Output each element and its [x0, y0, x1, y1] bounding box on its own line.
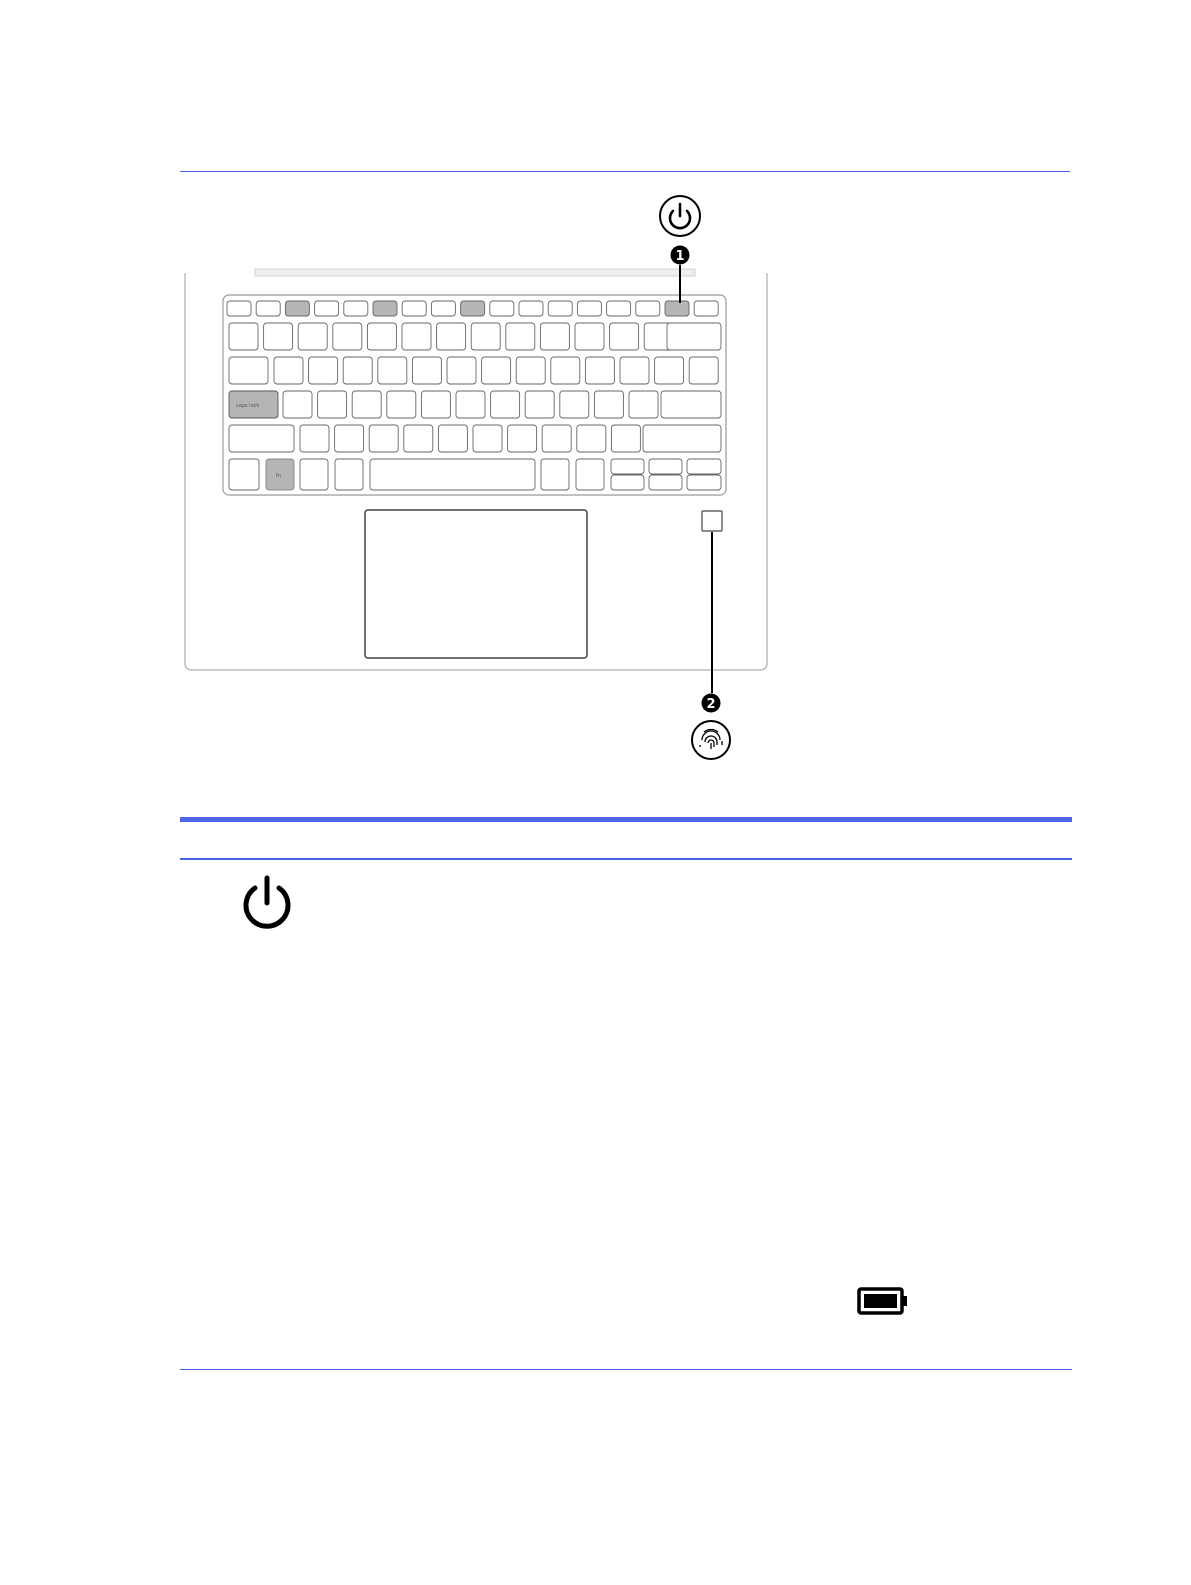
- keycap: [369, 425, 398, 452]
- keycap: [387, 391, 416, 418]
- keycap: [264, 323, 293, 350]
- touchpad: [365, 510, 587, 658]
- function-key: [519, 301, 543, 316]
- keycap: [274, 357, 303, 384]
- windows-key: [300, 459, 328, 490]
- alt-key: [335, 459, 363, 490]
- power-button-key: [665, 301, 689, 316]
- keycap: [309, 357, 338, 384]
- right-alt-key: [541, 459, 569, 490]
- backspace-key: [667, 323, 721, 350]
- keycap: [300, 425, 329, 452]
- table-battery-icon: [857, 1287, 909, 1315]
- hinge-bar: [255, 269, 695, 276]
- keycap: [352, 391, 381, 418]
- keycap: [620, 357, 649, 384]
- function-key: [548, 301, 572, 316]
- keycap: [298, 323, 327, 350]
- keycap: [594, 391, 623, 418]
- keyboard-figure: [180, 185, 780, 775]
- keycap: [412, 357, 441, 384]
- svg-text:2: 2: [706, 697, 716, 712]
- left-shift-key: [229, 425, 294, 452]
- function-key: [636, 301, 660, 316]
- table-bottom-rule: [180, 1369, 1072, 1370]
- table-header-rule: [180, 817, 1072, 822]
- keycap: [333, 323, 362, 350]
- keycap: [438, 425, 467, 452]
- keycap: [611, 425, 640, 452]
- keycap: [585, 357, 614, 384]
- table-power-icon: [238, 875, 296, 933]
- function-key: [577, 301, 601, 316]
- left-arrow-key: [611, 475, 644, 490]
- callout-2-number: [702, 694, 721, 713]
- function-key: [344, 301, 368, 316]
- function-key: [315, 301, 339, 316]
- callout-1-number: [671, 246, 690, 265]
- left-arrow-top: [611, 459, 644, 474]
- keycap: [471, 323, 500, 350]
- up-arrow-key: [649, 459, 682, 474]
- function-key: [490, 301, 514, 316]
- right-arrow-key: [687, 475, 721, 490]
- callout-1-power-icon: [660, 196, 700, 236]
- right-ctrl-key: [576, 459, 604, 490]
- keycap: [508, 425, 537, 452]
- keycap: [437, 323, 466, 350]
- keycap: [402, 323, 431, 350]
- keycap: [540, 323, 569, 350]
- keycap: [421, 391, 450, 418]
- fn-key-label: fn: [276, 473, 281, 479]
- keycap: [610, 323, 639, 350]
- function-key: [227, 301, 251, 316]
- tab-key: [229, 357, 268, 384]
- keycap: [655, 357, 684, 384]
- fingerprint-reader: [702, 511, 722, 531]
- keycap: [542, 425, 571, 452]
- caps-lock-label: caps lock: [236, 403, 260, 409]
- keycap: [367, 323, 396, 350]
- top-rule: [180, 171, 1070, 172]
- function-key: [607, 301, 631, 316]
- keycap: [447, 357, 476, 384]
- keycap: [689, 357, 718, 384]
- function-key: [256, 301, 280, 316]
- svg-text:1: 1: [675, 249, 685, 264]
- keycap: [456, 391, 485, 418]
- function-key: [373, 301, 397, 316]
- keycap: [318, 391, 347, 418]
- right-arrow-top: [687, 459, 721, 474]
- keycap: [516, 357, 545, 384]
- keycap: [629, 391, 658, 418]
- function-key: [431, 301, 455, 316]
- keycap: [473, 425, 502, 452]
- keycap: [525, 391, 554, 418]
- function-key: [694, 301, 718, 316]
- keycap: [283, 391, 312, 418]
- table-row-rule: [180, 858, 1072, 860]
- function-key: [285, 301, 309, 316]
- keycap: [506, 323, 535, 350]
- keycap: [335, 425, 364, 452]
- keycap: [575, 323, 604, 350]
- keycap: [343, 357, 372, 384]
- keycap: [378, 357, 407, 384]
- keycap: [491, 391, 520, 418]
- keycap: [577, 425, 606, 452]
- enter-key: [661, 391, 721, 418]
- keycap: [229, 323, 258, 350]
- keycap: [560, 391, 589, 418]
- function-key: [461, 301, 485, 316]
- down-arrow-key: [649, 475, 682, 490]
- ctrl-key: [229, 459, 259, 490]
- callout-2-fingerprint-icon: [692, 721, 730, 759]
- keycap: [482, 357, 511, 384]
- keycap: [551, 357, 580, 384]
- keycap: [404, 425, 433, 452]
- right-shift-key: [643, 425, 721, 452]
- keyboard-keys: [227, 301, 721, 490]
- function-key: [402, 301, 426, 316]
- spacebar: [370, 459, 535, 490]
